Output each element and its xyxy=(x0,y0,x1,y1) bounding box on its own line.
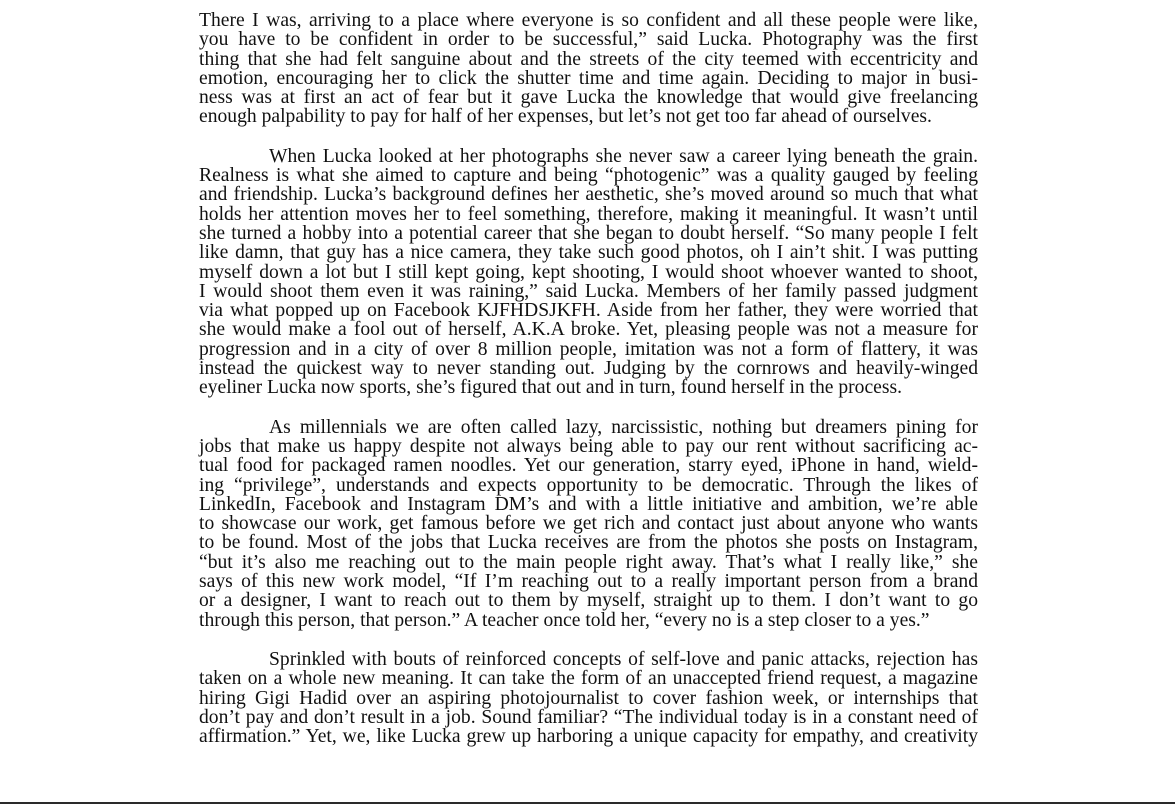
text-line: she would make a fool out of herself, A.K.A broke. Yet, pleasing people was not a measure for xyxy=(199,319,978,341)
page-bottom-divider xyxy=(0,802,1175,804)
text-line: via what popped up on Facebook KJFHDSJKFH. Aside from her father, they were worried that xyxy=(199,300,978,322)
paragraph-4 xyxy=(199,650,978,746)
text-line: or a designer, I want to reach out to them by myself, straight up to them. I don’t want to go xyxy=(199,590,978,612)
text-line: to be found. Most of the jobs that Lucka receives are from the photos she posts on Instagram, xyxy=(199,532,978,554)
paragraph-3 xyxy=(199,418,978,630)
text-line: “but it’s also me reaching out to the main people right away. That’s what I really like,” she xyxy=(199,551,978,573)
text-line: Sprinkled with bouts of reinforced concepts of self-love and panic attacks, rejection has xyxy=(269,648,978,670)
text-line: like damn, that guy has a nice camera, they take such good photos, oh I ain’t shit. I was putting xyxy=(199,242,978,264)
text-line: taken on a whole new meaning. It can take the form of an unaccepted friend request, a magazine xyxy=(199,668,978,690)
text-column xyxy=(199,11,978,746)
text-line: she turned a hobby into a potential career that she began to doubt herself. “So many people I felt xyxy=(199,222,978,244)
text-line: ing “privilege”, understands and expects opportunity to be democratic. Through the likes of xyxy=(199,474,978,496)
text-line: When Lucka looked at her photographs she never saw a career lying beneath the grain. xyxy=(269,145,978,167)
text-line: jobs that make us happy despite not always being able to pay our rent without sacrificing ac- xyxy=(199,435,978,457)
text-line: As millennials we are often called lazy, narcissistic, nothing but dreamers pining for xyxy=(269,416,978,438)
text-line: holds her attention moves her to feel something, therefore, making it meaningful. It wasn’t until xyxy=(199,203,978,225)
text-line: instead the quickest way to never standing out. Judging by the cornrows and heavily-winged xyxy=(199,358,978,380)
text-line: ness was at first an act of fear but it gave Lucka the knowledge that would give freelancing xyxy=(199,87,978,109)
paragraph-1 xyxy=(199,11,978,127)
text-line: you have to be confident in order to be successful,” said Lucka. Photography was the first xyxy=(199,29,978,51)
text-line: Realness is what she aimed to capture and being “photogenic” was a quality gauged by feeling xyxy=(199,165,978,187)
text-line: don’t pay and don’t result in a job. Sound familiar? “The individual today is in a constant need of xyxy=(199,706,978,728)
text-line: myself down a lot but I still kept going, kept shooting, I would shoot whoever wanted to shoot, xyxy=(199,261,978,283)
text-line: enough palpability to pay for half of her expenses, but let’s not get too far ahead of ourselves. xyxy=(199,106,932,128)
text-line: says of this new work model, “If I’m reaching out to a really important person from a brand xyxy=(199,571,978,593)
text-line: LinkedIn, Facebook and Instagram DM’s and with a little initiative and ambition, we’re able xyxy=(199,493,978,515)
paragraph-2 xyxy=(199,147,978,398)
text-line: and friendship. Lucka’s background defines her aesthetic, she’s moved around so much that what xyxy=(199,184,978,206)
text-line: to showcase our work, get famous before we get rich and contact just about anyone who wants xyxy=(199,513,978,535)
text-line: thing that she had felt sanguine about and the streets of the city teemed with eccentricity and xyxy=(199,48,978,70)
text-line: through this person, that person.” A teacher once told her, “every no is a step closer to a yes.” xyxy=(199,609,930,631)
text-line: eyeliner Lucka now sports, she’s figured that out and in turn, found herself in the process. xyxy=(199,377,903,399)
text-line: affirmation.” Yet, we, like Lucka grew up harboring a unique capacity for empathy, and creativity xyxy=(199,726,978,748)
text-line: progression and in a city of over 8 million people, imitation was not a form of flattery, it was xyxy=(199,338,978,360)
text-line: tual food for packaged ramen noodles. Yet our generation, starry eyed, iPhone in hand, wield- xyxy=(199,455,978,477)
text-line: There I was, arriving to a place where everyone is so confident and all these people were like, xyxy=(199,10,978,31)
text-line: emotion, encouraging her to click the shutter time and time again. Deciding to major in busi- xyxy=(199,67,978,89)
text-line: hiring Gigi Hadid over an aspiring photojournalist to cover fashion week, or internships that xyxy=(199,687,978,709)
text-line: I would shoot them even it was raining,” said Lucka. Members of her family passed judgment xyxy=(199,280,978,302)
